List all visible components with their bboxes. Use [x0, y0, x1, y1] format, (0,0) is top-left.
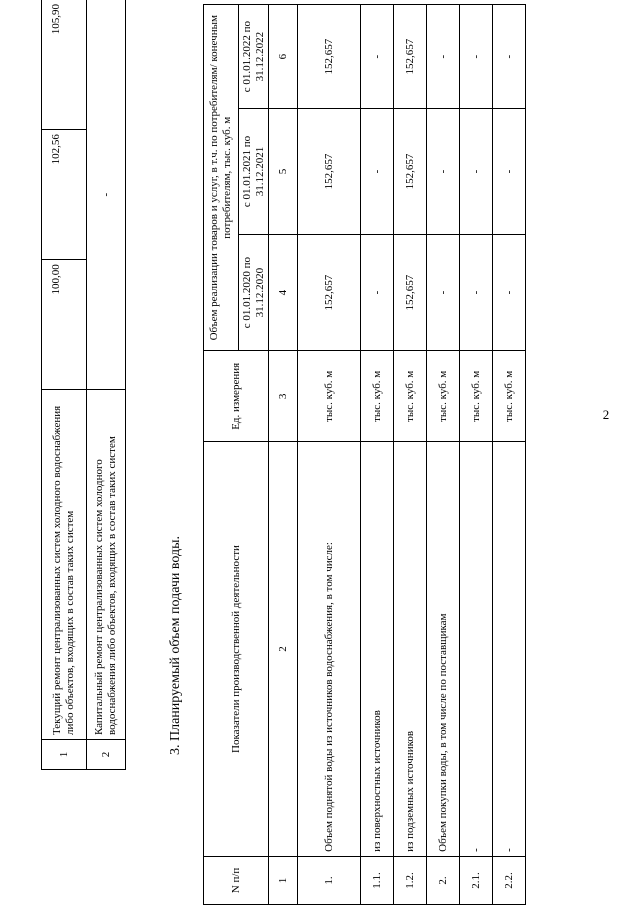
index-cell: 3	[269, 351, 298, 442]
value-cell: -	[361, 109, 394, 234]
value-cell: 152,657	[394, 5, 427, 109]
header-row	[204, 5, 239, 905]
row-indicator: -	[493, 442, 526, 857]
row-indicator: Объем поднятой воды из источников водоснабжения, в том числе:	[298, 442, 361, 857]
table-row	[427, 5, 460, 905]
value-cell: 100,00	[42, 260, 87, 390]
row-number: 2.	[427, 856, 460, 904]
value-cell: -	[493, 109, 526, 234]
row-number: 2.2.	[493, 856, 526, 904]
table-row	[298, 5, 361, 905]
header-group: Объем реализации товаров и услуг, в т.ч. по потребителям/ конечным потребителям, тыс. куб. м	[204, 5, 239, 351]
row-unit: тыс. куб. м	[394, 351, 427, 442]
table-row	[42, 0, 87, 770]
row-indicator: из подземных источников	[394, 442, 427, 857]
index-cell: 5	[269, 109, 298, 234]
row-unit: тыс. куб. м	[427, 351, 460, 442]
row-indicator: -	[460, 442, 493, 857]
index-cell: 4	[269, 234, 298, 351]
index-cell: 1	[269, 856, 298, 904]
table-row	[460, 5, 493, 905]
value-cell: 102,56	[42, 130, 87, 260]
row-number: 2.1.	[460, 856, 493, 904]
value-cell: -	[493, 234, 526, 351]
row-unit: тыс. куб. м	[460, 351, 493, 442]
value-cell: -	[427, 109, 460, 234]
row-unit: тыс. куб. м	[361, 351, 394, 442]
row-description: Капитальный ремонт централизованных систем холодного водоснабжения либо объектов, входящих в состав таких систем	[87, 390, 126, 740]
value-cell: -	[361, 5, 394, 109]
value-cell: 152,657	[298, 5, 361, 109]
row-number: 1.2.	[394, 856, 427, 904]
row-unit: тыс. куб. м	[298, 351, 361, 442]
row-number: 1.1.	[361, 856, 394, 904]
value-cell: 152,657	[394, 234, 427, 351]
value-cell: 152,657	[298, 109, 361, 234]
header-unit: Ед. измерения	[204, 351, 269, 442]
value-cell: 152,657	[298, 234, 361, 351]
value-cell: -	[493, 5, 526, 109]
table-row	[394, 5, 427, 905]
row-number: 1.	[298, 856, 361, 904]
row-description: Текущий ремонт централизованных систем холодного водоснабжения либо объектов, входящих в состав таких систем	[42, 390, 87, 740]
value-cell: -	[460, 234, 493, 351]
section-heading: 3. Планируемый объем подачи воды.	[168, 535, 183, 755]
header-num: N п/п	[204, 856, 269, 904]
value-cell: -	[361, 234, 394, 351]
merged-value-cell: -	[87, 0, 126, 390]
header-period-1: с 01.01.2020 по 31.12.2020	[239, 234, 269, 351]
table-row	[361, 5, 394, 905]
header-indicator: Показатели производственной деятельности	[204, 442, 269, 857]
value-cell: 152,657	[394, 109, 427, 234]
value-cell: -	[427, 5, 460, 109]
value-cell: -	[427, 234, 460, 351]
value-cell: -	[460, 5, 493, 109]
table-row	[87, 0, 126, 770]
repair-table	[41, 0, 126, 770]
row-indicator: Объем покупки воды, в том числе по поставщикам	[427, 442, 460, 857]
header-period-2: с 01.01.2021 по 31.12.2021	[239, 109, 269, 234]
header-period-3: с 01.01.2022 по 31.12.2022	[239, 5, 269, 109]
table-row	[493, 5, 526, 905]
water-supply-table	[203, 4, 526, 905]
row-unit: тыс. куб. м	[493, 351, 526, 442]
row-number: 1	[42, 740, 87, 770]
index-cell: 2	[269, 442, 298, 857]
value-cell: 105,90	[42, 0, 87, 130]
page-number: 2	[602, 407, 610, 422]
value-cell: -	[460, 109, 493, 234]
row-indicator: из поверхностных источников	[361, 442, 394, 857]
row-number: 2	[87, 740, 126, 770]
index-row	[269, 5, 298, 905]
index-cell: 6	[269, 5, 298, 109]
